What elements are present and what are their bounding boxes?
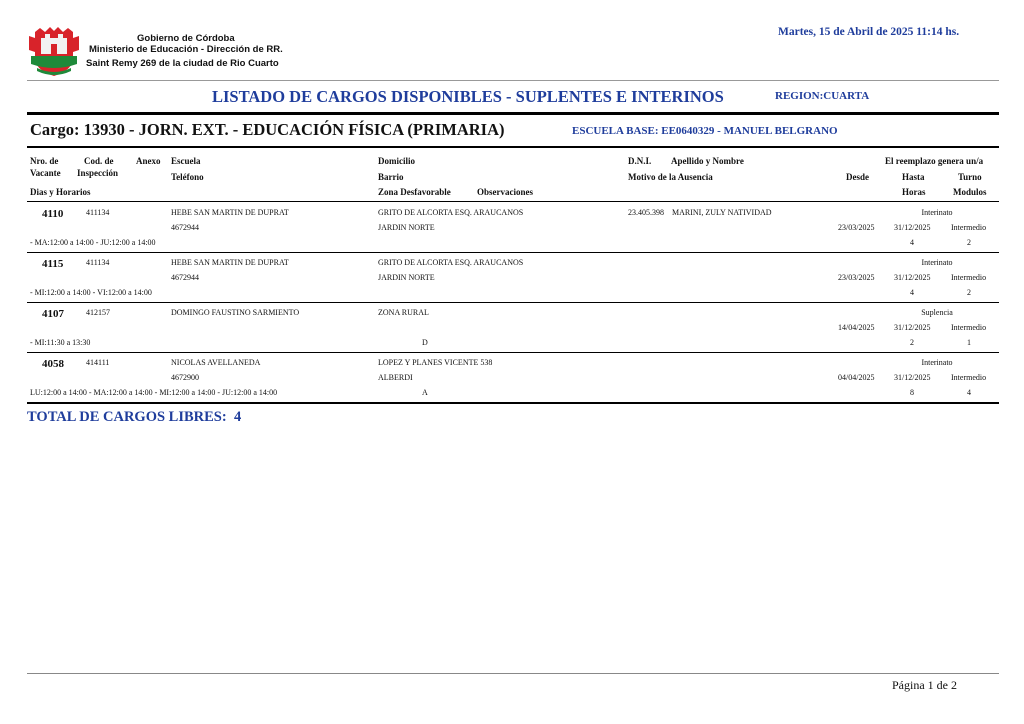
modulos: 1 xyxy=(967,338,971,347)
footer-divider xyxy=(27,673,999,674)
dias-horarios: - MI:12:00 a 14:00 - VI:12:00 a 14:00 xyxy=(30,288,152,297)
domicilio: GRITO DE ALCORTA ESQ. ARAUCANOS xyxy=(378,208,524,217)
modulos: 4 xyxy=(967,388,971,397)
total-cargos-libres: TOTAL DE CARGOS LIBRES: 4 xyxy=(27,409,242,425)
escuela-name: HEBE SAN MARTIN DE DUPRAT xyxy=(171,258,289,267)
fecha-hasta: 31/12/2025 xyxy=(894,223,931,232)
dias-horarios: - MI:11:30 a 13:30 xyxy=(30,338,91,347)
domicilio: GRITO DE ALCORTA ESQ. ARAUCANOS xyxy=(378,258,524,267)
col-dias: Dias y Horarios xyxy=(30,187,91,197)
barrio: ALBERDI xyxy=(378,373,413,382)
horas: 4 xyxy=(910,288,914,297)
org-name: Gobierno de Córdoba xyxy=(137,33,235,44)
header-divider xyxy=(27,80,999,81)
row-divider xyxy=(27,302,999,303)
telefono: 4672900 xyxy=(171,373,199,382)
dias-horarios: LU:12:00 a 14:00 - MA:12:00 a 14:00 - MI:12:00 a 14:00 - JU:12:00 a 14:00 xyxy=(30,388,278,397)
barrio: JARDIN NORTE xyxy=(378,273,435,282)
vacante-number: 4110 xyxy=(42,208,64,220)
col-nro-1: Nro. de xyxy=(30,156,59,166)
col-cod-2: Inspección xyxy=(77,168,119,178)
turno: Intermedio xyxy=(951,273,987,282)
col-desde: Desde xyxy=(846,172,869,182)
col-motivo: Motivo de la Ausencia xyxy=(628,172,713,182)
org-ministry: Ministerio de Educación - Dirección de RR. xyxy=(89,44,283,55)
col-barrio: Barrio xyxy=(378,172,404,182)
horas: 8 xyxy=(910,388,914,397)
cod-inspeccion: 411134 xyxy=(86,258,110,267)
fecha-desde: 14/04/2025 xyxy=(838,323,875,332)
escuela-name: NICOLAS AVELLANEDA xyxy=(171,358,261,367)
report-title: LISTADO DE CARGOS DISPONIBLES - SUPLENTES E INTERINOS xyxy=(212,87,724,106)
vacante-number: 4058 xyxy=(42,358,64,370)
tipo-reemplazo: Suplencia xyxy=(921,308,953,317)
fecha-hasta: 31/12/2025 xyxy=(894,323,931,332)
cargo-divider xyxy=(27,146,999,148)
col-apellido: Apellido y Nombre xyxy=(671,156,744,166)
zona-desfavorable: D xyxy=(422,338,428,347)
zona-desfavorable: A xyxy=(422,388,428,397)
col-anexo: Anexo xyxy=(136,156,161,166)
cod-inspeccion: 411134 xyxy=(86,208,110,217)
table-bottom-divider xyxy=(27,402,999,404)
vacante-number: 4107 xyxy=(42,308,64,320)
dias-horarios: - MA:12:00 a 14:00 - JU:12:00 a 14:00 xyxy=(30,238,156,247)
cordoba-logo-icon xyxy=(27,24,81,78)
row-divider xyxy=(27,352,999,353)
cargo-title: Cargo: 13930 - JORN. EXT. - EDUCACIÓN FÍSICA (PRIMARIA) xyxy=(30,120,505,139)
col-modulos: Modulos xyxy=(953,187,987,197)
fecha-desde: 04/04/2025 xyxy=(838,373,875,382)
fecha-hasta: 31/12/2025 xyxy=(894,373,931,382)
header-bottom-divider xyxy=(27,201,999,202)
apellido-nombre: MARINI, ZULY NATIVIDAD xyxy=(672,208,772,217)
escuela-base: ESCUELA BASE: EE0640329 - MANUEL BELGRANO xyxy=(572,125,838,137)
row-divider xyxy=(27,252,999,253)
region-label: REGION:CUARTA xyxy=(775,90,870,102)
cod-inspeccion: 412157 xyxy=(86,308,110,317)
dni: 23.405.398 xyxy=(628,208,664,217)
col-dni: D.N.I. xyxy=(628,156,652,166)
title-divider xyxy=(27,112,999,115)
col-observaciones: Observaciones xyxy=(477,187,533,197)
horas: 4 xyxy=(910,238,914,247)
col-cod-1: Cod. de xyxy=(84,156,114,166)
vacante-number: 4115 xyxy=(42,258,64,270)
fecha-hasta: 31/12/2025 xyxy=(894,273,931,282)
escuela-name: HEBE SAN MARTIN DE DUPRAT xyxy=(171,208,289,217)
col-reemplazo: El reemplazo genera un/a xyxy=(885,156,984,166)
turno: Intermedio xyxy=(951,223,987,232)
telefono: 4672944 xyxy=(171,273,199,282)
turno: Intermedio xyxy=(951,373,987,382)
col-domicilio: Domicilio xyxy=(378,156,415,166)
col-zona: Zona Desfavorable xyxy=(378,187,451,197)
escuela-name: DOMINGO FAUSTINO SARMIENTO xyxy=(171,308,300,317)
tipo-reemplazo: Interinato xyxy=(921,258,953,267)
telefono: 4672944 xyxy=(171,223,199,232)
modulos: 2 xyxy=(967,238,971,247)
col-telefono: Teléfono xyxy=(171,172,204,182)
col-hasta: Hasta xyxy=(902,172,925,182)
col-turno: Turno xyxy=(958,172,982,182)
fecha-desde: 23/03/2025 xyxy=(838,223,875,232)
org-address: Saint Remy 269 de la ciudad de Rio Cuarto xyxy=(86,58,279,69)
fecha-desde: 23/03/2025 xyxy=(838,273,875,282)
barrio: JARDIN NORTE xyxy=(378,223,435,232)
report-datetime: Martes, 15 de Abril de 2025 11:14 hs. xyxy=(778,26,960,38)
page-number: Página 1 de 2 xyxy=(892,678,957,692)
domicilio: ZONA RURAL xyxy=(378,308,429,317)
col-escuela: Escuela xyxy=(171,156,201,166)
col-nro-2: Vacante xyxy=(30,168,61,178)
tipo-reemplazo: Interinato xyxy=(921,208,953,217)
col-horas: Horas xyxy=(902,187,926,197)
modulos: 2 xyxy=(967,288,971,297)
turno: Intermedio xyxy=(951,323,987,332)
domicilio: LOPEZ Y PLANES VICENTE 538 xyxy=(378,358,493,367)
cod-inspeccion: 414111 xyxy=(86,358,110,367)
horas: 2 xyxy=(910,338,914,347)
tipo-reemplazo: Interinato xyxy=(921,358,953,367)
